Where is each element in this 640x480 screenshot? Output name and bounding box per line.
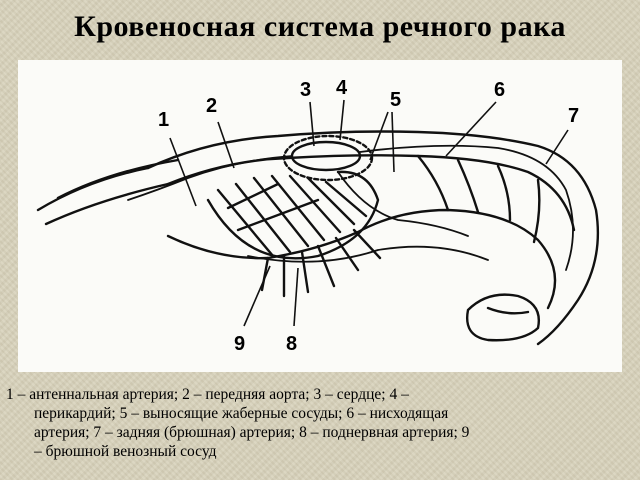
label-2: 2 [206, 95, 218, 117]
tail-fan [467, 295, 539, 341]
label-5: 5 [390, 89, 402, 111]
label-3: 3 [300, 79, 312, 101]
body-dorsal-outline [148, 132, 598, 345]
leader-5b [392, 112, 394, 172]
label-4: 4 [336, 77, 348, 99]
label-8: 8 [286, 333, 298, 355]
leader-8 [294, 268, 298, 326]
label-9: 9 [234, 333, 246, 355]
figure-legend [6, 385, 634, 461]
legend-line: – брюшной венозный сосуд [34, 443, 217, 460]
leader-3 [310, 102, 314, 146]
label-1: 1 [158, 109, 170, 131]
posterior-artery [360, 146, 573, 270]
legend-line: перикардий; 5 – выносящие жаберные сосуды; 6 – нисходящая [34, 405, 449, 422]
leader-9 [244, 266, 270, 326]
antenna-outline [38, 160, 178, 224]
legend-line: 1 – антеннальная артерия; 2 – передняя аорта; 3 – сердце; 4 – [6, 386, 409, 403]
leader-5a [370, 112, 388, 160]
label-7: 7 [568, 105, 580, 127]
page-title: Кровеносная система речного рака [74, 10, 566, 43]
legend-line: артерия; 7 – задняя (брюшная) артерия; 8 – поднервная артерия; 9 [34, 424, 470, 441]
descending-artery [338, 172, 468, 236]
crayfish-circulatory-diagram [18, 60, 622, 372]
leader-4 [340, 100, 344, 140]
leader-1 [170, 138, 196, 206]
label-6: 6 [494, 79, 506, 101]
leader-2 [218, 122, 234, 168]
